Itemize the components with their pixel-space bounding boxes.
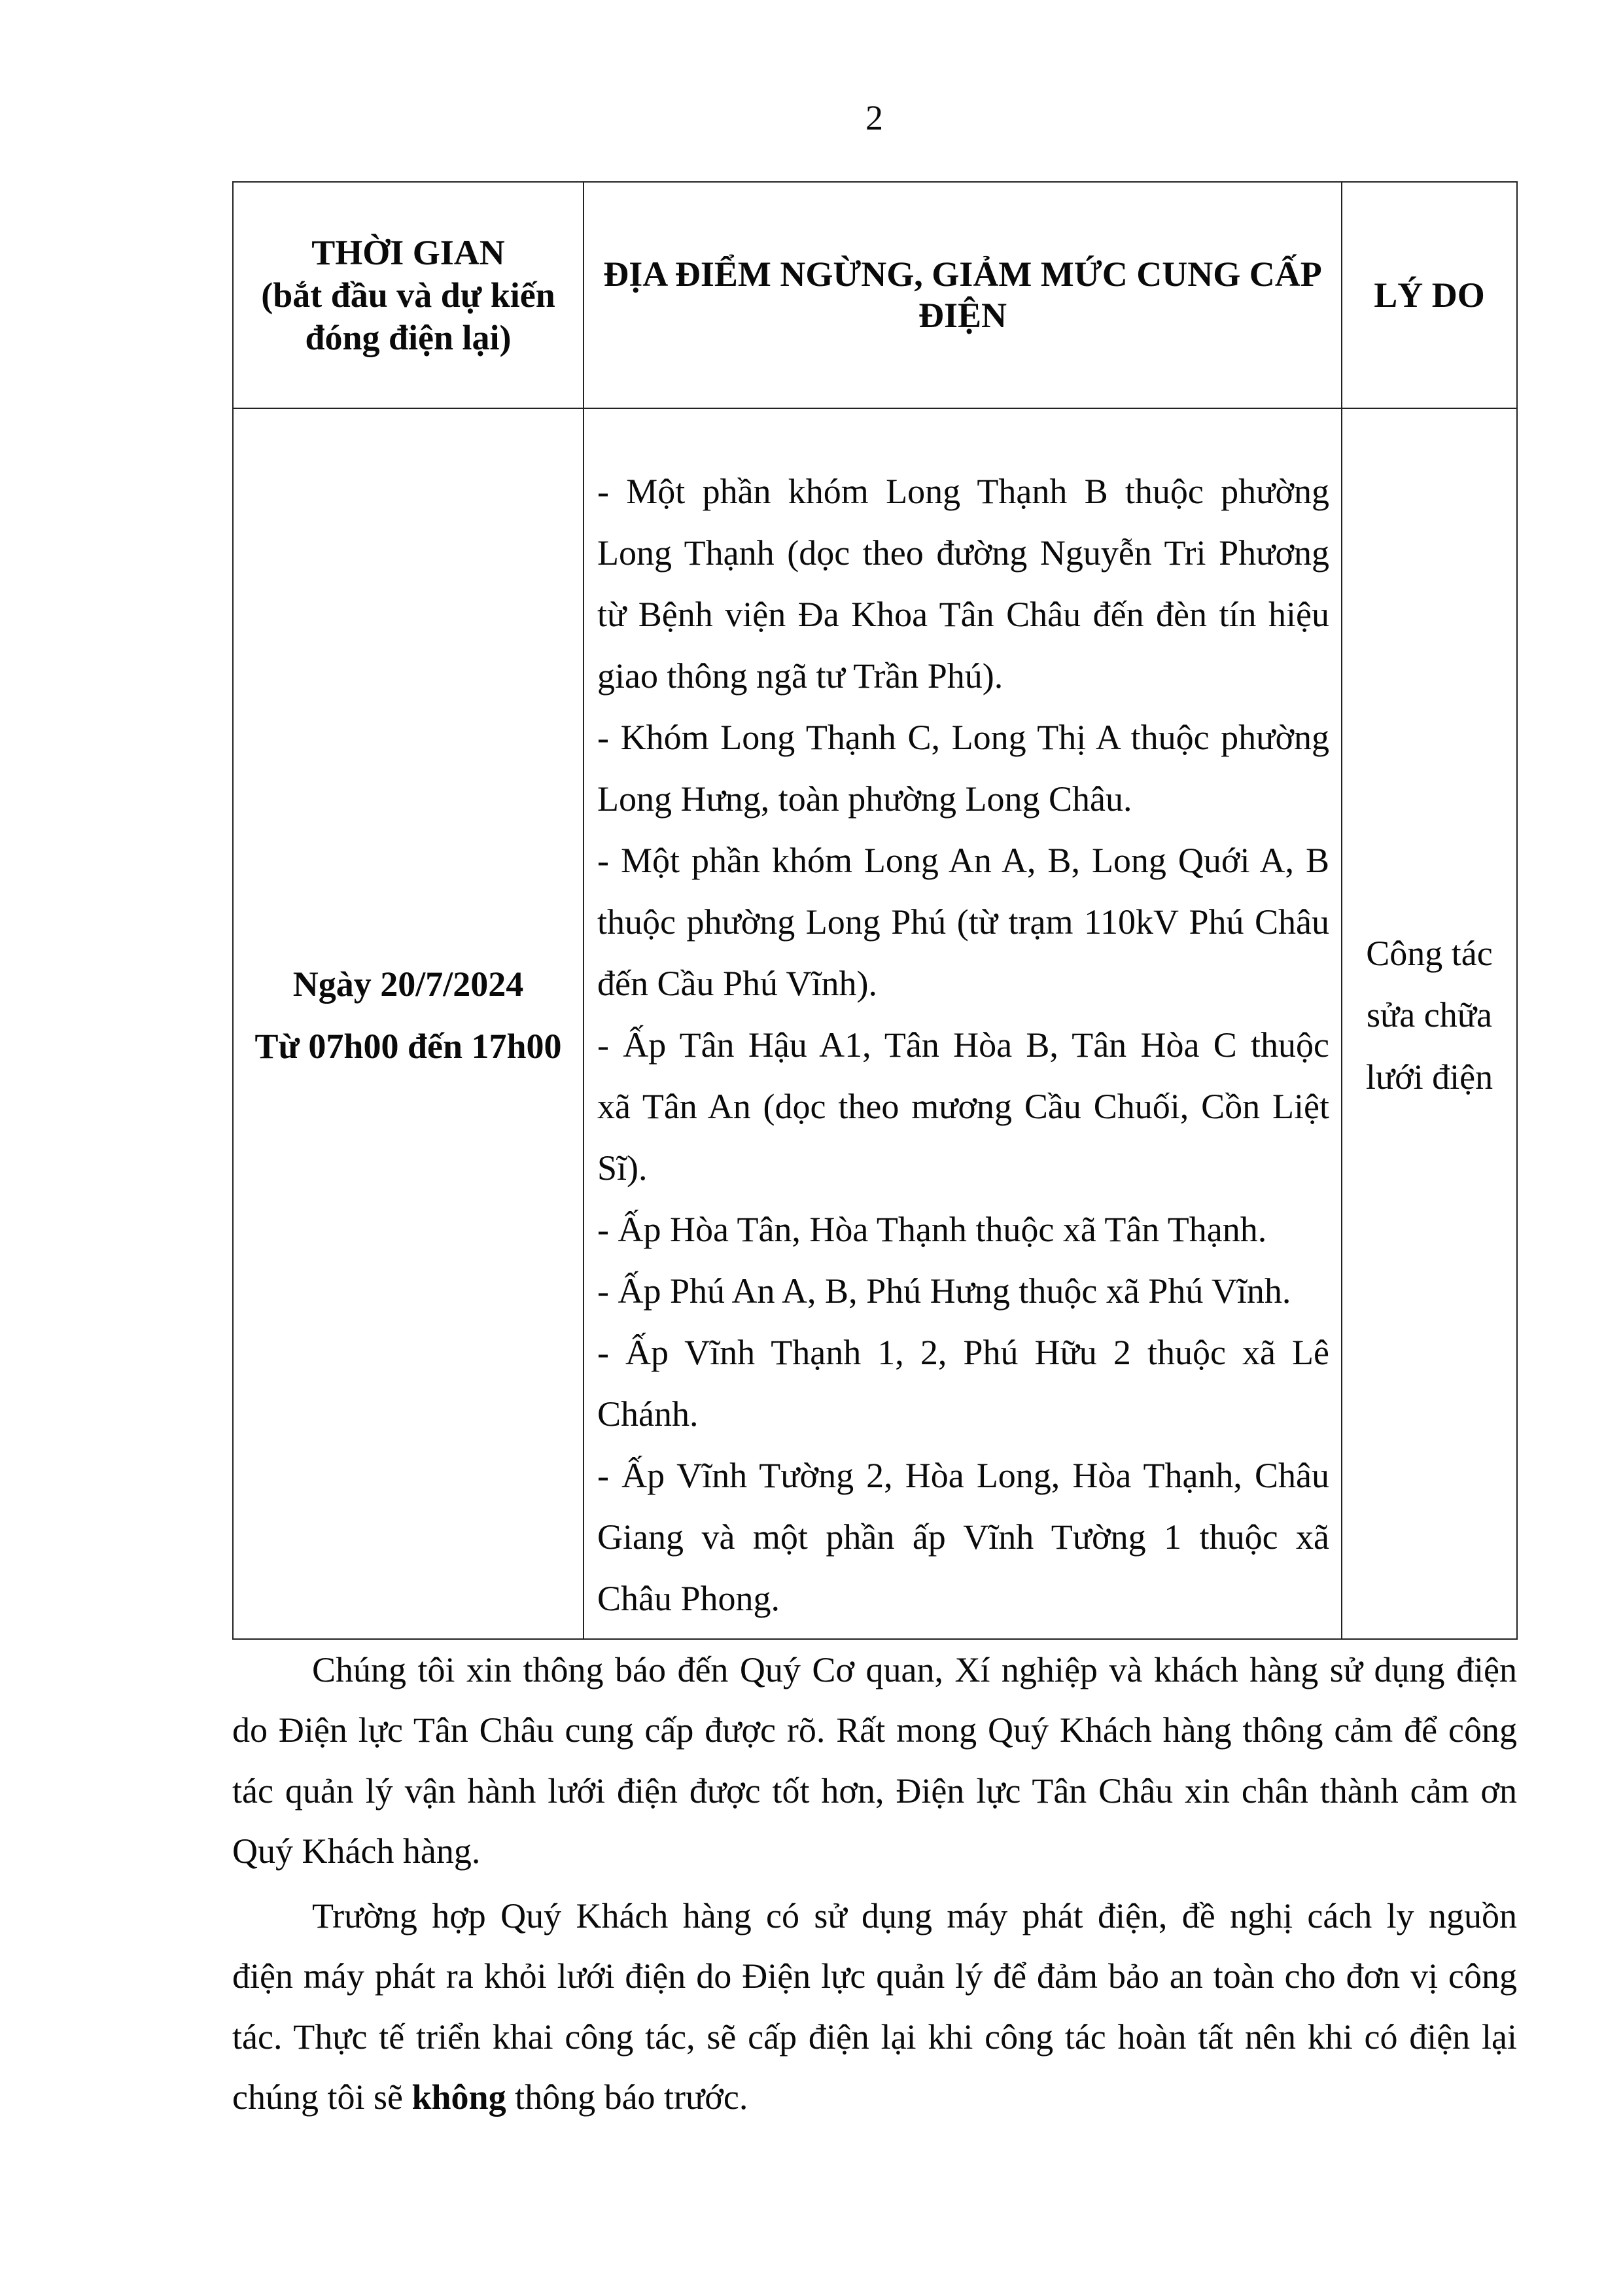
header-time-line: THỜI GIAN: [311, 232, 505, 272]
location-line: - Ấp Phú An A, B, Phú Hưng thuộc xã Phú Vĩnh.: [597, 1271, 1291, 1311]
location-line: - Ấp Tân Hậu A1, Tân Hòa B, Tân Hòa C thuộc: [597, 1025, 1329, 1065]
time-cell: [233, 408, 584, 1639]
emphasis-text: không: [411, 2077, 506, 2117]
paragraph-line: Trường hợp Quý Khách hàng có sử dụng máy phát điện, đề nghị cách ly nguồn: [312, 1896, 1517, 1936]
paragraph-line: do Điện lực Tân Châu cung cấp được rõ. Rất mong Quý Khách hàng thông cảm để công: [232, 1710, 1517, 1750]
text-run: chúng tôi sẽ: [232, 2077, 412, 2117]
location-line: - Ấp Vĩnh Tường 2, Hòa Long, Hòa Thạnh, Châu: [597, 1456, 1329, 1495]
location-line: - Ấp Hòa Tân, Hòa Thạnh thuộc xã Tân Thạnh.: [597, 1210, 1267, 1249]
header-location-line: ĐIỆN: [918, 296, 1007, 335]
table-header: [233, 182, 1517, 408]
location-item: [597, 1199, 1329, 1260]
reason-line: lưới điện: [1365, 1057, 1493, 1097]
location-line: Chánh.: [597, 1394, 699, 1434]
notice-paragraph: [232, 1640, 1517, 1881]
location-line: đến Cầu Phú Vĩnh).: [597, 964, 877, 1003]
header-location-line: ĐỊA ĐIỂM NGỪNG, GIẢM MỨC CUNG CẤP: [603, 255, 1322, 294]
paragraph-line: tác quản lý vận hành lưới điện được tốt hơn, Điện lực Tân Châu xin chân thành cảm ơn: [232, 1771, 1517, 1810]
paragraph-line: điện máy phát ra khỏi lưới điện do Điện lực quản lý để đảm bảo an toàn cho đơn vị công: [232, 1956, 1517, 1996]
reason-cell: [1342, 408, 1517, 1639]
notice-paragraph: [232, 1886, 1517, 2127]
time-line: Từ 07h00 đến 17h00: [254, 1026, 562, 1066]
location-item: [597, 461, 1329, 707]
location-line: - Một phần khóm Long Thạnh B thuộc phường: [597, 472, 1329, 511]
location-item: [597, 1014, 1329, 1199]
paragraph-line: tác. Thực tế triển khai công tác, sẽ cấp điện lại khi công tác hoàn tất nên khi có điện lại: [232, 2017, 1517, 2057]
outage-schedule-table: [232, 181, 1518, 1640]
location-item: [597, 1322, 1329, 1445]
paragraph-line: [232, 2067, 1517, 2127]
reason-line: sửa chữa: [1367, 995, 1492, 1035]
header-time-line: đóng điện lại): [305, 317, 512, 357]
header-location-cell: [584, 182, 1342, 408]
location-line: giao thông ngã tư Trần Phú).: [597, 656, 1003, 696]
location-item: [597, 1445, 1329, 1629]
location-line: Châu Phong.: [597, 1579, 780, 1618]
location-item: [597, 707, 1329, 830]
paragraph-line: Chúng tôi xin thông báo đến Quý Cơ quan, Xí nghiệp và khách hàng sử dụng điện: [312, 1650, 1517, 1689]
table-row: [233, 408, 1517, 1639]
location-cell: [584, 408, 1342, 1639]
time-line: Ngày 20/7/2024: [292, 964, 524, 1004]
location-line: thuộc phường Long Phú (từ trạm 110kV Phú Châu: [597, 902, 1329, 942]
location-line: Giang và một phần ấp Vĩnh Tường 1 thuộc xã: [597, 1517, 1329, 1557]
location-item: [597, 830, 1329, 1014]
location-line: xã Tân An (dọc theo mương Cầu Chuối, Cồn Liệt: [597, 1087, 1329, 1126]
location-line: Long Hưng, toàn phường Long Châu.: [597, 779, 1132, 819]
header-reason-cell: [1342, 182, 1517, 408]
notice-text: [232, 1640, 1517, 2127]
reason-line: Công tác: [1366, 933, 1493, 973]
location-line: - Một phần khóm Long An A, B, Long Quới A, B: [597, 841, 1329, 880]
location-item: [597, 1260, 1329, 1322]
location-line: Long Thạnh (dọc theo đường Nguyễn Tri Phương: [597, 533, 1329, 573]
header-reason-line: LÝ DO: [1374, 275, 1485, 315]
text-run: thông báo trước.: [506, 2077, 748, 2117]
header-time-cell: [233, 182, 584, 408]
location-line: - Ấp Vĩnh Thạnh 1, 2, Phú Hữu 2 thuộc xã Lê: [597, 1333, 1329, 1372]
location-line: Sĩ).: [597, 1148, 648, 1188]
location-line: từ Bệnh viện Đa Khoa Tân Châu đến đèn tín hiệu: [597, 595, 1329, 634]
page-number: 2: [865, 98, 883, 137]
location-line: - Khóm Long Thạnh C, Long Thị A thuộc phường: [597, 718, 1329, 757]
header-time-line: (bắt đầu và dự kiến: [261, 275, 555, 315]
paragraph-line: Quý Khách hàng.: [232, 1831, 481, 1871]
table-header-row: [233, 182, 1517, 408]
table-body: [233, 408, 1517, 1639]
